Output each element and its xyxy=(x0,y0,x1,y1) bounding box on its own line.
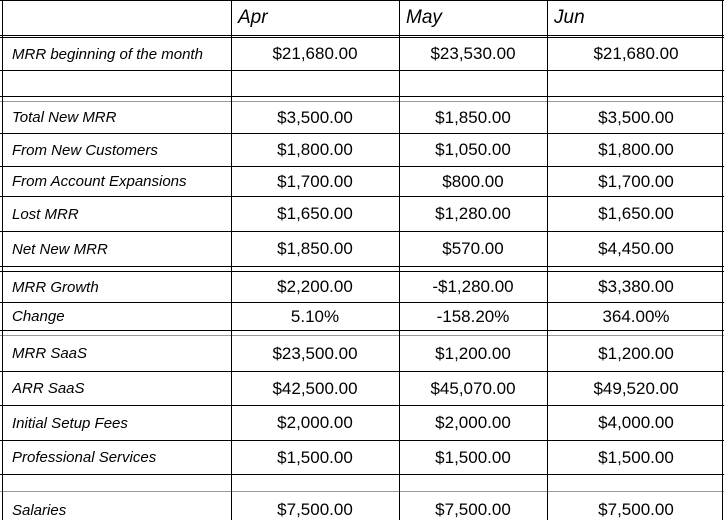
cell-value[interactable]: $1,850.00 xyxy=(277,239,353,258)
cell-value[interactable]: -$1,280.00 xyxy=(432,277,514,296)
column-header-apr[interactable]: Apr xyxy=(238,7,268,28)
column-header-may[interactable]: May xyxy=(406,7,442,28)
grid-line xyxy=(0,96,724,97)
cell-value[interactable]: 5.10% xyxy=(290,306,340,326)
row-label[interactable]: From Account Expansions xyxy=(12,173,187,190)
grid-line xyxy=(0,266,724,267)
table-row xyxy=(0,495,724,525)
table-row xyxy=(0,336,724,371)
cell-value[interactable]: $1,500.00 xyxy=(435,447,511,467)
cell-value[interactable]: $570.00 xyxy=(442,239,504,258)
cell-value[interactable]: -158.20% xyxy=(436,306,510,326)
cell-value[interactable]: $1,050.00 xyxy=(435,140,511,159)
cell-value[interactable]: $49,520.00 xyxy=(593,378,679,398)
row-label[interactable]: ARR SaaS xyxy=(12,380,85,397)
cell-value[interactable]: $21,680.00 xyxy=(272,44,358,63)
cell-value[interactable]: $1,700.00 xyxy=(598,171,674,191)
table-row xyxy=(0,272,724,302)
cell-value[interactable]: $1,200.00 xyxy=(435,343,511,363)
row-label[interactable]: Salaries xyxy=(12,501,67,519)
cell-value[interactable]: $23,530.00 xyxy=(430,44,516,63)
table-row xyxy=(0,197,724,231)
table-row xyxy=(0,303,724,330)
cell-value[interactable]: $2,200.00 xyxy=(277,277,353,296)
cell-value[interactable]: $1,650.00 xyxy=(598,204,674,223)
cell-value[interactable]: $3,500.00 xyxy=(598,107,674,127)
cell-value[interactable]: $1,800.00 xyxy=(598,140,674,159)
grid-line xyxy=(0,491,724,492)
table-row xyxy=(0,406,724,440)
table-row xyxy=(0,134,724,166)
table-row xyxy=(0,102,724,133)
cell-value[interactable]: $1,700.00 xyxy=(277,171,353,191)
cell-value[interactable]: $21,680.00 xyxy=(593,44,679,63)
cell-value[interactable]: 364.00% xyxy=(602,306,670,326)
cell-value[interactable]: $800.00 xyxy=(442,171,504,191)
grid-line xyxy=(0,35,724,36)
cell-value[interactable]: $1,280.00 xyxy=(435,204,511,223)
column-header-jun[interactable]: Jun xyxy=(554,7,585,28)
row-label[interactable]: Change xyxy=(12,308,65,325)
row-label[interactable]: Lost MRR xyxy=(12,205,79,223)
table-row xyxy=(0,372,724,405)
row-label[interactable]: MRR Growth xyxy=(12,278,99,296)
cell-value[interactable]: $2,000.00 xyxy=(277,413,353,432)
cell-value[interactable]: $1,200.00 xyxy=(598,343,674,363)
cell-value[interactable]: $7,500.00 xyxy=(277,500,353,519)
cell-value[interactable]: $1,500.00 xyxy=(277,447,353,467)
cell-value[interactable]: $1,650.00 xyxy=(277,204,353,223)
cell-value[interactable]: $1,850.00 xyxy=(435,107,511,127)
cell-value[interactable]: $4,450.00 xyxy=(598,239,674,258)
grid-line xyxy=(0,474,724,475)
header-row xyxy=(0,1,724,35)
row-label[interactable]: MRR SaaS xyxy=(12,345,88,362)
cell-value[interactable]: $45,070.00 xyxy=(430,378,516,398)
cell-value[interactable]: $3,500.00 xyxy=(277,107,353,127)
table-row xyxy=(0,38,724,70)
cell-value[interactable]: $7,500.00 xyxy=(598,500,674,519)
cell-value[interactable]: $1,500.00 xyxy=(598,447,674,467)
table-row xyxy=(0,167,724,196)
table-row xyxy=(0,232,724,266)
cell-value[interactable]: $1,800.00 xyxy=(277,140,353,159)
cell-value[interactable]: $23,500.00 xyxy=(272,343,358,363)
row-label[interactable]: MRR beginning of the month xyxy=(12,45,203,63)
cell-value[interactable]: $42,500.00 xyxy=(272,378,358,398)
table-row xyxy=(0,441,724,474)
row-label[interactable]: Professional Services xyxy=(12,449,157,466)
row-label[interactable]: Total New MRR xyxy=(12,109,117,126)
cell-value[interactable]: $4,000.00 xyxy=(598,413,674,432)
row-label[interactable]: Net New MRR xyxy=(12,240,108,258)
cell-value[interactable]: $3,380.00 xyxy=(598,277,674,296)
grid-line xyxy=(0,330,724,331)
grid-line xyxy=(0,70,724,71)
row-label[interactable]: Initial Setup Fees xyxy=(12,414,128,432)
cell-value[interactable]: $2,000.00 xyxy=(435,413,511,432)
cell-value[interactable]: $7,500.00 xyxy=(435,500,511,519)
row-label[interactable]: From New Customers xyxy=(12,141,158,159)
